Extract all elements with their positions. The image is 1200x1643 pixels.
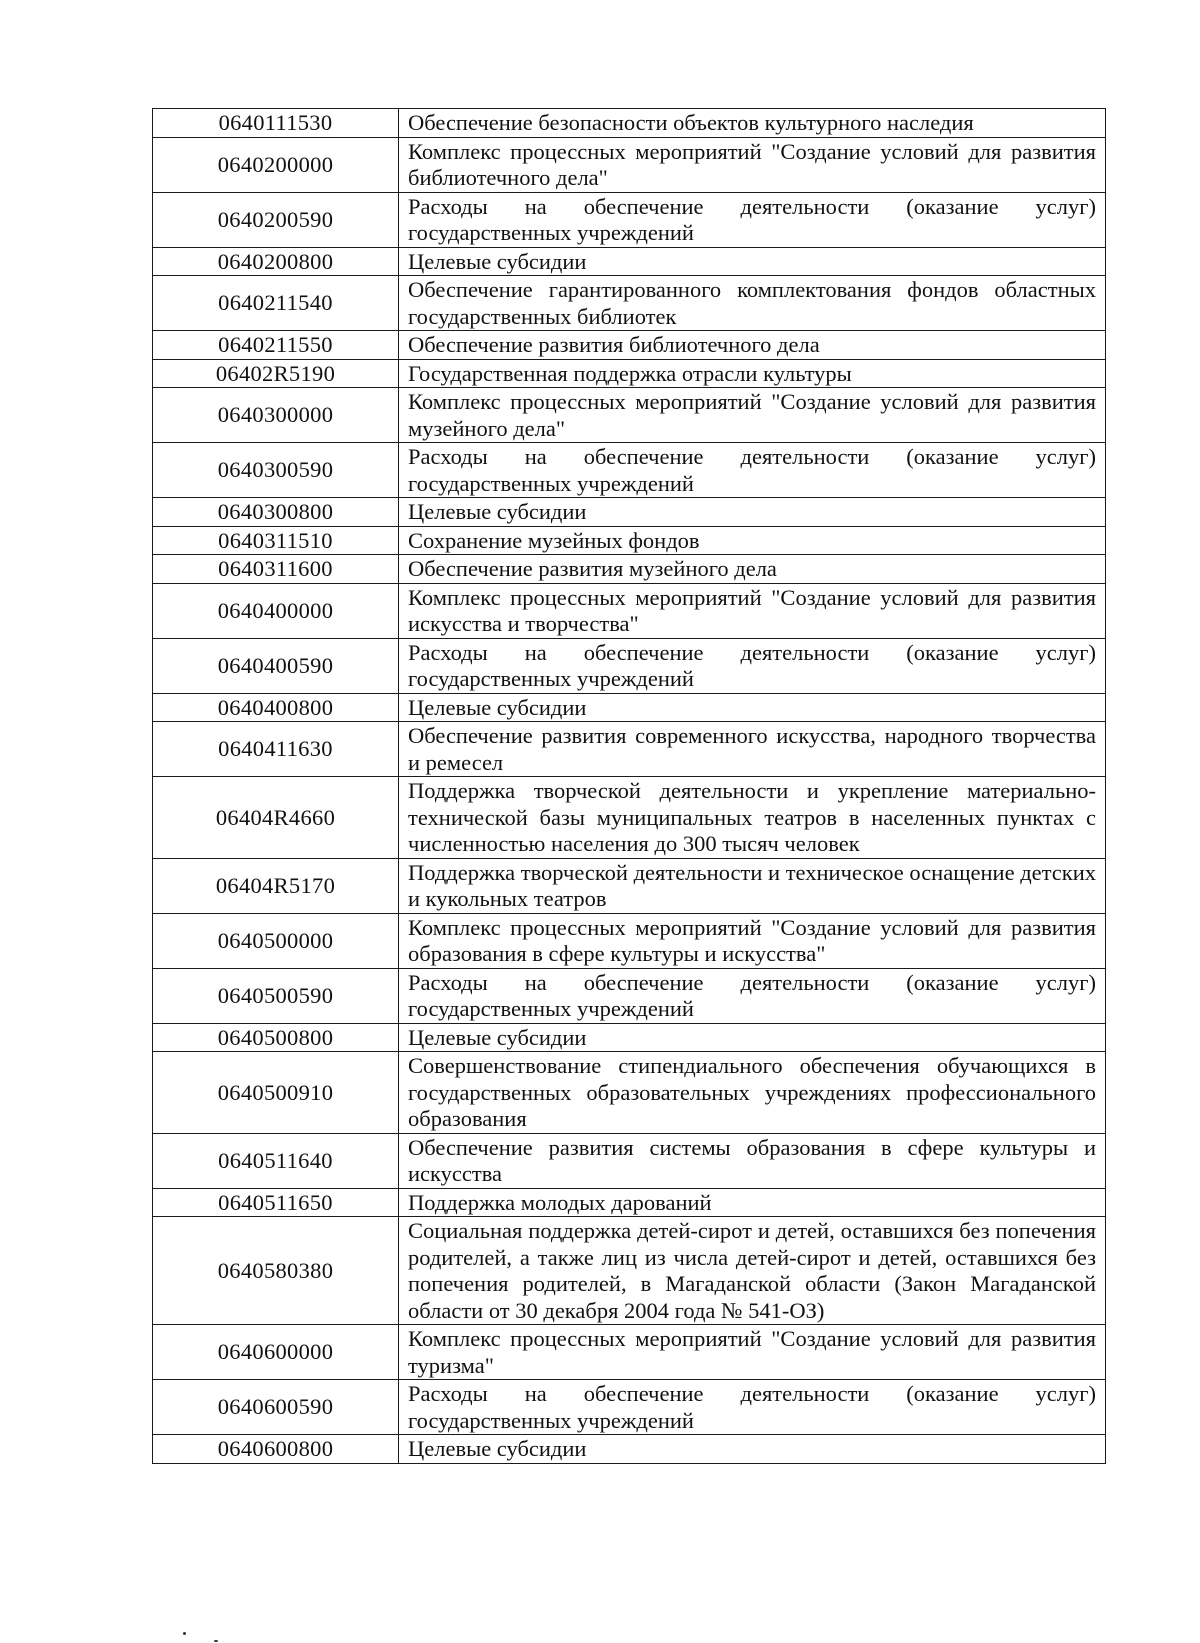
table-row: [153, 1023, 1106, 1052]
code-cell: 0640211540: [153, 276, 399, 331]
code-cell: 0640400000: [153, 583, 399, 638]
table-row: [153, 109, 1106, 138]
table-row: [153, 137, 1106, 192]
table-body: [153, 109, 1106, 1464]
code-cell: 0640311600: [153, 555, 399, 584]
table-row: [153, 388, 1106, 443]
code-cell: 0640300590: [153, 443, 399, 498]
table-row: [153, 693, 1106, 722]
table-row: [153, 247, 1106, 276]
code-cell: 0640111530: [153, 109, 399, 138]
code-cell: 06404R5170: [153, 858, 399, 913]
code-cell: 0640200590: [153, 192, 399, 247]
table-row: [153, 359, 1106, 388]
table-row: [153, 1435, 1106, 1464]
code-cell: 0640500800: [153, 1023, 399, 1052]
code-cell: 06404R4660: [153, 777, 399, 859]
code-cell: 0640511640: [153, 1133, 399, 1188]
code-cell: 0640400800: [153, 693, 399, 722]
code-cell: 0640300800: [153, 498, 399, 527]
code-cell: 0640600000: [153, 1325, 399, 1380]
description-cell: Социальная поддержка детей-сирот и детей, оставшихся без попечения родителей, а также лиц из числа детей-сирот и детей, оставшихся без попечения родителей, в Магаданской области (Закон Магаданской области от 30 декабря 2004 года № 541-ОЗ): [399, 1217, 1106, 1325]
code-cell: 0640211550: [153, 331, 399, 360]
description-cell: Целевые субсидии: [399, 1023, 1106, 1052]
description-cell: Обеспечение развития системы образования в сфере культуры и искусства: [399, 1133, 1106, 1188]
description-cell: Комплекс процессных мероприятий "Создание условий для развития музейного дела": [399, 388, 1106, 443]
code-cell: 0640311510: [153, 526, 399, 555]
code-cell: 0640500590: [153, 968, 399, 1023]
table-row: [153, 858, 1106, 913]
code-cell: 0640411630: [153, 722, 399, 777]
code-cell: 06402R5190: [153, 359, 399, 388]
description-cell: Сохранение музейных фондов: [399, 526, 1106, 555]
description-cell: Обеспечение гарантированного комплектования фондов областных государственных библиотек: [399, 276, 1106, 331]
code-cell: 0640200000: [153, 137, 399, 192]
description-cell: Расходы на обеспечение деятельности (оказание услуг) государственных учреждений: [399, 192, 1106, 247]
description-cell: Обеспечение развития библиотечного дела: [399, 331, 1106, 360]
description-cell: Расходы на обеспечение деятельности (оказание услуг) государственных учреждений: [399, 1380, 1106, 1435]
table-row: [153, 1217, 1106, 1325]
code-cell: 0640580380: [153, 1217, 399, 1325]
table-row: [153, 722, 1106, 777]
table-row: [153, 1052, 1106, 1134]
description-cell: Поддержка творческой деятельности и техническое оснащение детских и кукольных театров: [399, 858, 1106, 913]
description-cell: Комплекс процессных мероприятий "Создание условий для развития туризма": [399, 1325, 1106, 1380]
description-cell: Комплекс процессных мероприятий "Создание условий для развития библиотечного дела": [399, 137, 1106, 192]
description-cell: Целевые субсидии: [399, 498, 1106, 527]
code-cell: 0640200800: [153, 247, 399, 276]
table-row: [153, 1133, 1106, 1188]
description-cell: Обеспечение развития музейного дела: [399, 555, 1106, 584]
description-cell: Целевые субсидии: [399, 1435, 1106, 1464]
budget-classification-table: [152, 108, 1106, 1464]
description-cell: Обеспечение безопасности объектов культурного наследия: [399, 109, 1106, 138]
code-cell: 0640511650: [153, 1188, 399, 1217]
table-row: [153, 555, 1106, 584]
description-cell: Комплекс процессных мероприятий "Создание условий для развития искусства и творчества": [399, 583, 1106, 638]
table-row: [153, 443, 1106, 498]
code-cell: 0640600590: [153, 1380, 399, 1435]
scan-speck: [183, 1632, 186, 1635]
table-row: [153, 913, 1106, 968]
description-cell: Поддержка молодых дарований: [399, 1188, 1106, 1217]
table-row: [153, 968, 1106, 1023]
code-cell: 0640600800: [153, 1435, 399, 1464]
table-row: [153, 638, 1106, 693]
table-row: [153, 498, 1106, 527]
description-cell: Обеспечение развития современного искусства, народного творчества и ремесел: [399, 722, 1106, 777]
table-row: [153, 1325, 1106, 1380]
description-cell: Комплекс процессных мероприятий "Создание условий для развития образования в сфере культуры и искусства": [399, 913, 1106, 968]
table-row: [153, 1380, 1106, 1435]
table-row: [153, 526, 1106, 555]
description-cell: Целевые субсидии: [399, 693, 1106, 722]
table-row: [153, 1188, 1106, 1217]
table-row: [153, 777, 1106, 859]
description-cell: Поддержка творческой деятельности и укрепление материально-технической базы муниципальных театров в населенных пунктах с численностью населения до 300 тысяч человек: [399, 777, 1106, 859]
table-row: [153, 276, 1106, 331]
table-row: [153, 583, 1106, 638]
description-cell: Расходы на обеспечение деятельности (оказание услуг) государственных учреждений: [399, 968, 1106, 1023]
code-cell: 0640300000: [153, 388, 399, 443]
code-cell: 0640500910: [153, 1052, 399, 1134]
code-cell: 0640500000: [153, 913, 399, 968]
table-row: [153, 192, 1106, 247]
description-cell: Расходы на обеспечение деятельности (оказание услуг) государственных учреждений: [399, 638, 1106, 693]
code-cell: 0640400590: [153, 638, 399, 693]
description-cell: Целевые субсидии: [399, 247, 1106, 276]
table-row: [153, 331, 1106, 360]
description-cell: Государственная поддержка отрасли культуры: [399, 359, 1106, 388]
description-cell: Совершенствование стипендиального обеспечения обучающихся в государственных образовательных учреждениях профессионального образования: [399, 1052, 1106, 1134]
scan-speck: [214, 1640, 218, 1642]
description-cell: Расходы на обеспечение деятельности (оказание услуг) государственных учреждений: [399, 443, 1106, 498]
